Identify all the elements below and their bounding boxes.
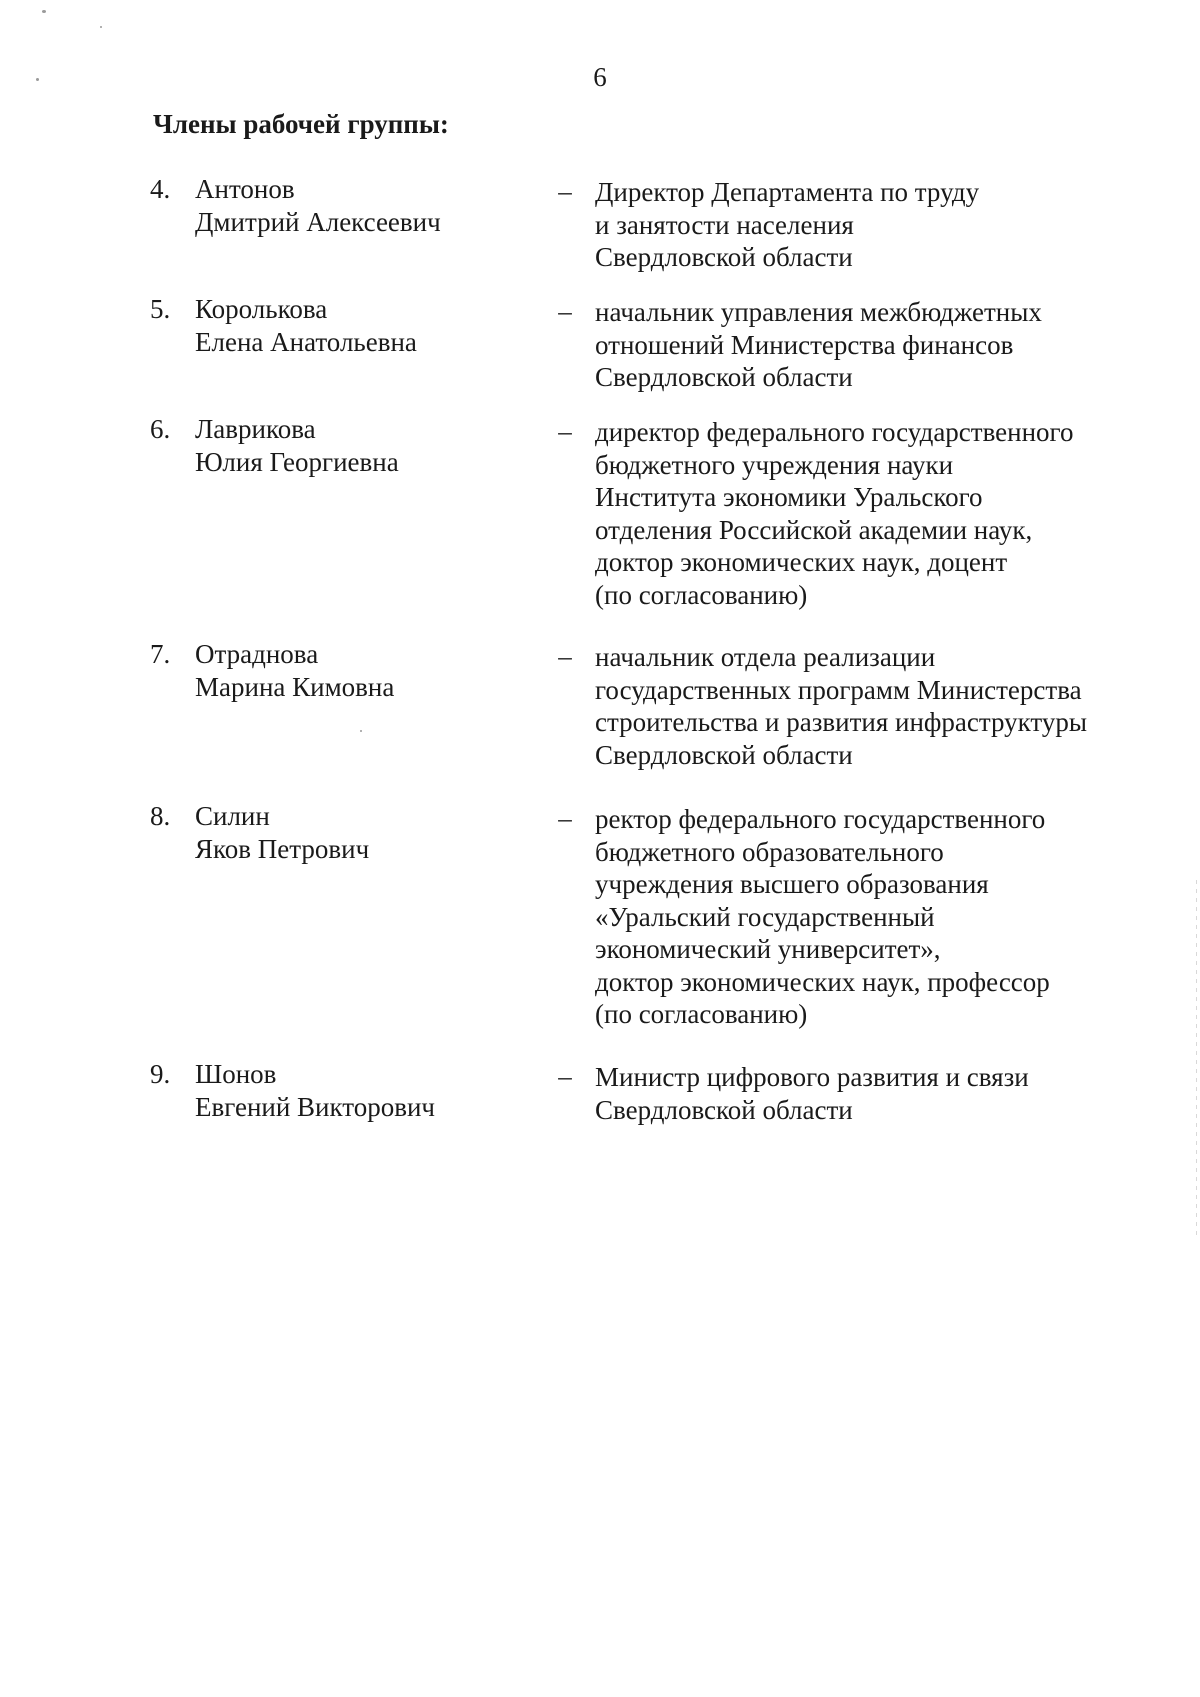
position-line: (по согласованию) [595, 579, 808, 610]
member-position [595, 293, 1135, 394]
section-heading: Члены рабочей группы: [153, 109, 449, 139]
list-item [150, 1058, 1130, 1128]
position-line: Свердловской области [595, 1094, 853, 1125]
scan-speck [360, 730, 362, 732]
page-number: 6 [593, 62, 607, 92]
position-line: бюджетного образовательного [595, 836, 944, 867]
dash-separator: – [558, 176, 572, 206]
member-position [595, 800, 1135, 1031]
member-name [195, 800, 555, 865]
position-line: доктор экономических наук, доцент [595, 547, 1008, 577]
position-line: директор федерального государственного [595, 417, 1074, 447]
position-line: отделения Российской академии наук, [595, 514, 1033, 545]
member-given-name: Дмитрий Алексеевич [195, 206, 441, 237]
member-name [195, 173, 555, 238]
position-line: ректор федерального государственного [595, 804, 1046, 834]
member-number: 7. [150, 639, 171, 669]
list-item [150, 638, 1130, 800]
position-line: доктор экономических наук, профессор [595, 966, 1050, 997]
position-line: и занятости населения [595, 209, 854, 240]
member-number: 9. [150, 1059, 171, 1089]
list-item [150, 413, 1130, 638]
member-surname: Лаврикова [195, 414, 316, 444]
position-line: экономический университет», [595, 934, 941, 964]
position-line: Свердловской области [595, 242, 853, 272]
list-item [150, 293, 1130, 413]
scan-edge-line [1196, 880, 1197, 1240]
scan-speck [36, 78, 39, 81]
position-line: бюджетного учреждения науки [595, 449, 954, 480]
position-line: Свердловской области [595, 739, 853, 770]
member-given-name: Яков Петрович [195, 833, 370, 864]
member-name [195, 293, 555, 358]
position-line: строительства и развития инфраструктуры [595, 707, 1087, 737]
member-position [595, 638, 1135, 771]
member-number: 4. [150, 174, 171, 204]
position-line: начальник отдела реализации [595, 642, 936, 672]
position-line: Министр цифрового развития и связи [595, 1062, 1029, 1092]
position-line: Института экономики Уральского [595, 482, 983, 512]
member-surname: Отраднова [195, 639, 319, 669]
dash-separator: – [558, 416, 572, 446]
member-surname: Силин [195, 801, 270, 831]
scan-speck [42, 10, 46, 13]
member-position [595, 1058, 1135, 1126]
dash-separator: – [558, 803, 572, 833]
member-number: 8. [150, 801, 171, 831]
scan-speck [100, 26, 102, 28]
dash-separator: – [558, 296, 572, 326]
member-name [195, 413, 555, 478]
member-surname: Шонов [195, 1059, 277, 1089]
member-given-name: Елена Анатольевна [195, 326, 417, 357]
member-given-name: Евгений Викторович [195, 1091, 435, 1122]
position-line: учреждения высшего образования [595, 869, 989, 899]
member-name [195, 638, 555, 703]
position-line: Свердловской области [595, 362, 853, 392]
member-number: 6. [150, 414, 171, 444]
list-item [150, 173, 1130, 293]
member-given-name: Марина Кимовна [195, 671, 395, 702]
position-line: (по согласованию) [595, 999, 808, 1029]
position-line: Директор Департамента по труду [595, 177, 980, 207]
position-line: начальник управления межбюджетных [595, 297, 1042, 327]
member-name [195, 1058, 555, 1123]
members-list [150, 173, 1130, 1128]
position-line: отношений Министерства финансов [595, 329, 1014, 360]
member-position [595, 413, 1135, 611]
dash-separator: – [558, 641, 572, 671]
list-item [150, 800, 1130, 1058]
member-surname: Королькова [195, 294, 328, 324]
member-number: 5. [150, 294, 171, 324]
member-surname: Антонов [195, 174, 295, 204]
member-position [595, 173, 1135, 274]
position-line: «Уральский государственный [595, 901, 935, 932]
dash-separator: – [558, 1061, 572, 1091]
member-given-name: Юлия Георгиевна [195, 446, 399, 477]
position-line: государственных программ Министерства [595, 674, 1082, 705]
